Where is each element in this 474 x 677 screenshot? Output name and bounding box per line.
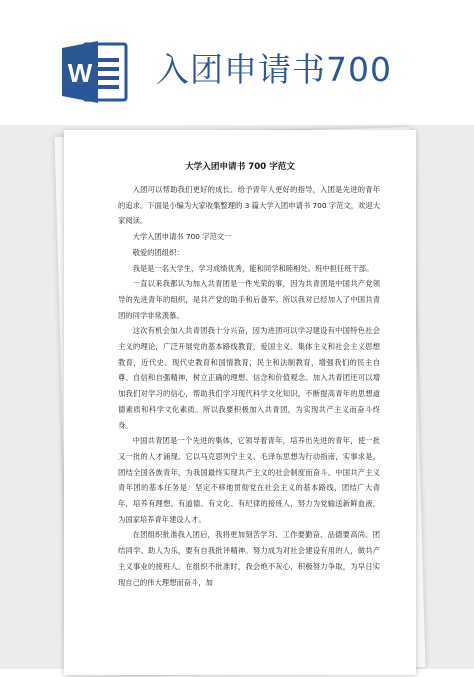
- paragraph: 一直以来我都认为加入共青团是一件光荣的事，因为共青团是中国共产党领导的先进青年的组织，是共产党的助手和后备军。所以我对已经加入了中国共青团的同学非常羡慕。: [118, 279, 380, 320]
- paragraph: 敬爱的团组织：: [132, 247, 184, 257]
- paragraph: 这次有机会加入共青团我十分兴奋，因为进团可以学习建设有中国特色社会主义的理论，广泛开展党的基本路线教育，爱国主义、集体主义和社会主义思想教育，近代史、现代史教育和国情教育，民主和法制教育，增强我们的民主自尊、自信和自强精神，树立正确的理想、信念和价值观念。加入共青团还可以增加我们对学习的信心，帮助我们学习现代科学文化知识，不断提高青年的思想道德素质和科学文化素质。所以我要积极加入共青团，为实现共产主义而奋斗终身。: [118, 326, 380, 430]
- paragraph: 入团可以帮助我们更好的成长、给予青年人更好的指导，入团是先进的青年的追求。下面是小编为大家收集整理的 3 篇大学入团申请书 700 字范文，欢迎大家阅读。: [118, 185, 380, 226]
- paragraph: 大学入团申请书 700 字范文一: [132, 232, 232, 242]
- document-page: [64, 130, 416, 675]
- word-doc-icon: [60, 38, 130, 106]
- paragraph: 我是是一名大学生，学习成绩优秀，能和同学和睦相处。班中担任班干部。: [132, 263, 374, 273]
- paragraph: 中国共青团是一个先进的集体，它领导着青年，培养出先进的青年，使一批又一批的人才涌现。它以马克思列宁主义、毛泽东思想为行动指南，实事求是，团结全国各族青年，为我国最终实现共产主义的社会制度而奋斗。中国共产主义青年团的基本任务是：坚定不移地贯彻党在社会主义的基本路线，团结广大青年，培养有理想、有道德、有文化、有纪律的接班人，努力为党输送新鲜血液，为国家培养青年建设人才。: [118, 436, 380, 524]
- paragraph: 在团组织批准我入团后，我将更加刻苦学习、工作要勤奋、品德要高尚、团结同学、助人为乐，要有自我批评精神。努力成为对社会建设有用的人，做共产主义事业的接班人。在组织不批准时，我会绝不灰心，积极努力争取，为早日实现自己的伟大理想而奋斗，加: [118, 530, 380, 587]
- page-header: [0, 0, 474, 125]
- page-title: 入团申请书700: [156, 50, 392, 89]
- document-title: 大学入团申请书 700 字范文: [185, 162, 295, 172]
- svg-text:W: W: [67, 58, 93, 88]
- document-body: [118, 182, 380, 590]
